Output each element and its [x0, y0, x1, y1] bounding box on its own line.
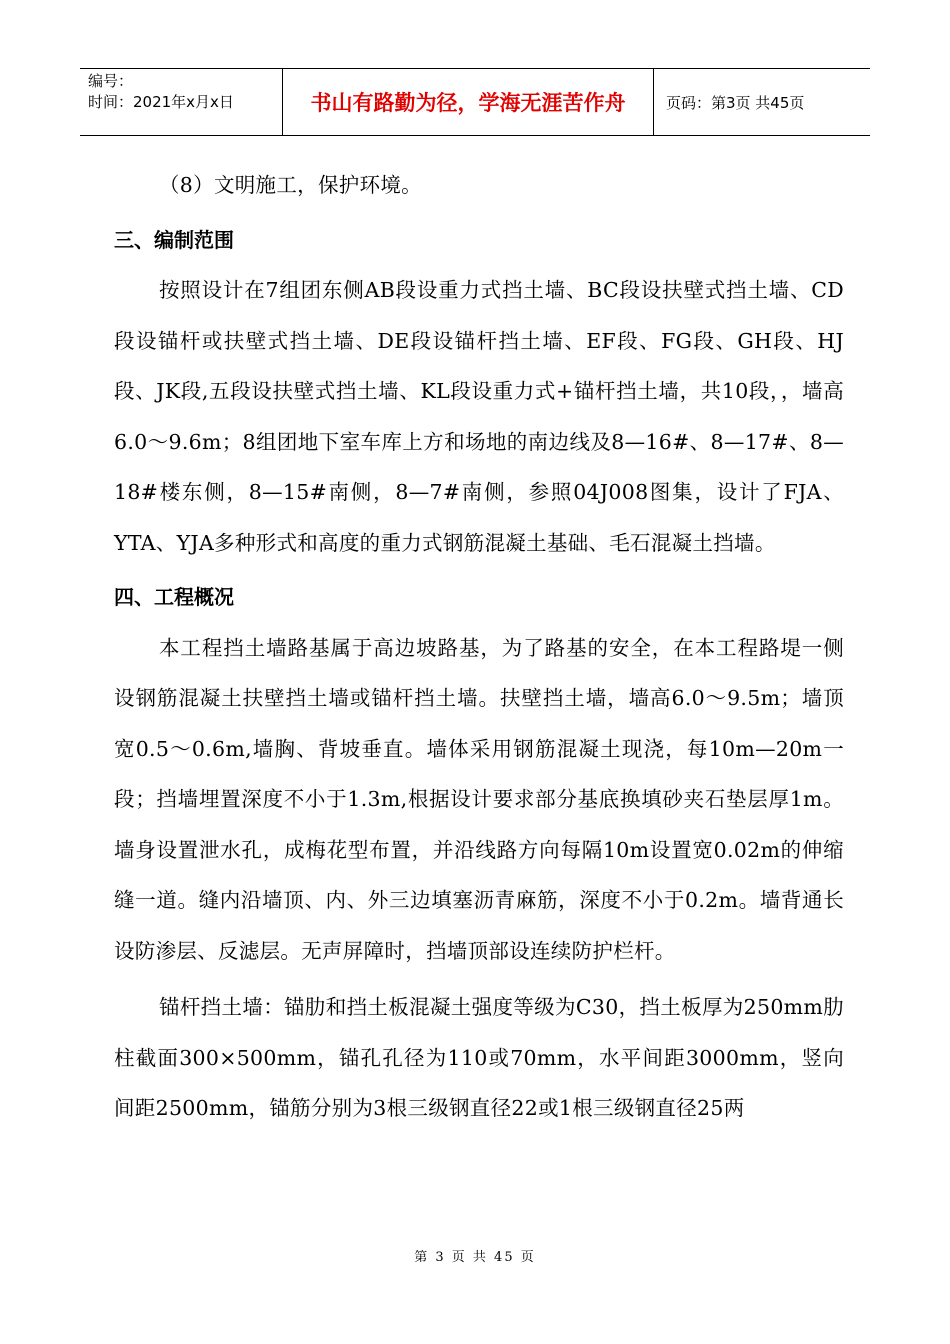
header-number-label: 编号： [88, 72, 134, 90]
header-page-info: 页码：第3页 共45页 [666, 93, 805, 112]
header-date-label: 时间：2021年x月x日 [88, 93, 234, 111]
header-meta [80, 69, 282, 135]
section-3-paragraph: 按照设计在7组团东侧AB段设重力式挡土墙、BC段设扶壁式挡土墙、CD段设锚杆或扶壁式挡土墙、DE段设锚杆挡土墙、EF段、FG段、GH段、HJ段、JK段,五段设扶壁式挡土墙、KL段设重力式+锚杆挡土墙，共10段，，墙高6.0～9.6m；8组团地下室车库上方和场地的南边线及8—16#、8—17#、8—18#楼东侧，8—15#南侧，8—7#南侧，参照04J008图集，设计了FJA、YTA、YJA多种形式和高度的重力式钢筋混凝土基础、毛石混凝土挡墙。 [114, 278, 844, 555]
section-4-paragraph-1: 本工程挡土墙路基属于高边坡路基，为了路基的安全，在本工程路堤一侧设钢筋混凝土扶壁挡土墙或锚杆挡土墙。扶壁挡土墙，墙高6.0～9.5m；墙顶宽0.5～0.6m,墙胸、背坡垂直。墙体采用钢筋混凝土现浇，每10m—20m一段；挡墙埋置深度不小于1.3m,根据设计要求部分基底换填砂夹石垫层厚1m。墙身设置泄水孔，成梅花型布置，并沿线路方向每隔10m设置宽0.02m的伸缩缝一道。缝内沿墙顶、内、外三边填塞沥青麻筋，深度不小于0.2m。墙背通长设防渗层、反滤层。无声屏障时，挡墙顶部设连续防护栏杆。 [114, 635, 844, 963]
section-4-heading: 四、工程概况 [114, 585, 234, 609]
section-4-paragraph-2: 锚杆挡土墙：锚肋和挡土板混凝土强度等级为C30，挡土板厚为250mm肋柱截面300×500mm，锚孔孔径为110或70mm，水平间距3000mm，竖向间距2500mm，锚筋分别为3根三级钢直径22或1根三级钢直径25两 [114, 995, 844, 1120]
section-3-heading: 三、编制范围 [114, 227, 234, 252]
document-header [80, 68, 870, 136]
item-8-paragraph: （8）文明施工，保护环境。 [159, 173, 422, 197]
document-body [114, 160, 844, 1134]
page-footer: 第 3 页 共 45 页 [414, 1250, 536, 1265]
header-motto: 书山有路勤为径，学海无涯苦作舟 [282, 69, 654, 135]
